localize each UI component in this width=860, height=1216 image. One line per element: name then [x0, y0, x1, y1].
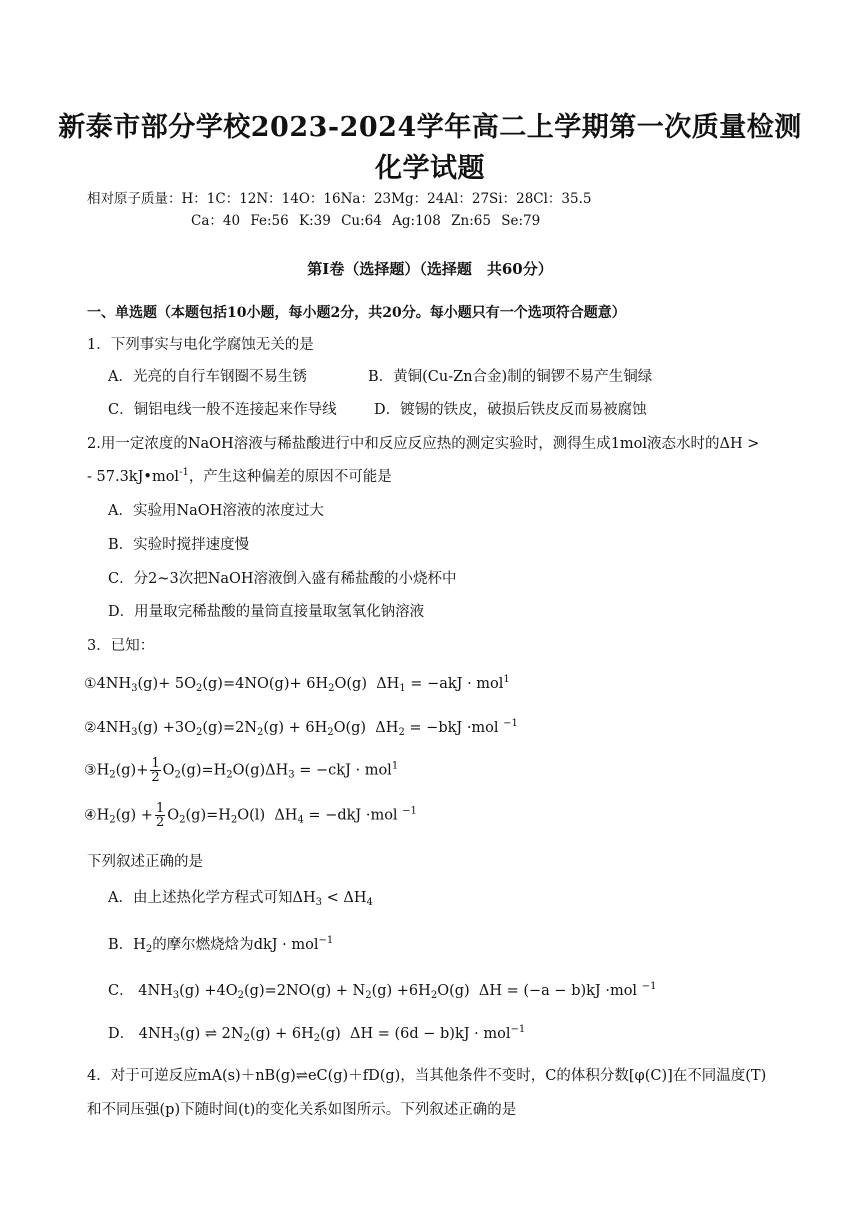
q3-equation-3: $③H_2(g)+$ $\frac{1}{2}$ $O_2(g)=H_2O(g)\Delta H_3 = -ckJ \cdot mol^1$	[84, 756, 399, 785]
q2-option-d: D．用量取完稀盐酸的量筒直接量取氢氧化钠溶液	[108, 604, 425, 620]
q3-option-a: A．由上述热化学方程式可知$\Delta H_3 < \Delta H_4$	[108, 890, 373, 908]
q3-after-equations: 下列叙述正确的是	[87, 854, 203, 870]
q2-option-c: C．分2~3次把NaOH溶液倒入盛有稀盐酸的小烧杯中	[108, 571, 457, 587]
q2-stem-line-1: 2.用一定浓度的NaOH溶液与稀盐酸进行中和反应反应热的测定实验时，测得生成1mol液态水时的ΔH >	[87, 436, 760, 452]
atomic-mass-line-2: Ca：40 Fe:56 K:39 Cu:64 Ag:108 Zn:65 Se:79	[191, 213, 541, 229]
q4-stem-line-1: 4．对于可逆反应mA(s)＋nB(g)⇌eC(g)＋fD(g)，当其他条件不变时，C的体积分数[φ(C)]在不同温度(T)	[87, 1068, 767, 1084]
q2-option-b: B．实验时搅拌速度慢	[108, 537, 250, 553]
q1-option-d: D．镀锡的铁皮，破损后铁皮反而易被腐蚀	[374, 402, 647, 418]
q3-option-d: D． $4NH_3(g)$ ⇌ $2N_2(g) + 6H_2(g) \Delta H = (6d - b)kJ \cdot mol^{-1}$	[108, 1024, 526, 1044]
q3-equation-1: $①4NH_3(g)+ 5O_2(g)=4NO(g)+ 6H_2O(g) \Delta H_1 = -akJ \cdot mol^1$	[84, 674, 510, 694]
q3-equation-4: $④H_2(g)$ + $\frac{1}{2}$ $O_2(g)=H_2O(l) \Delta H_4 = -dkJ \cdot mol$ $^{-1}$	[84, 801, 417, 830]
section-heading: 一、单选题（本题包括10小题，每小题2分，共20分。每小题只有一个选项符合题意）	[87, 305, 626, 321]
q2-option-a: A．实验用NaOH溶液的浓度过大	[108, 503, 324, 519]
q1-option-a: A．光亮的自行车钢圈不易生锈	[108, 369, 307, 385]
q1-option-b: B．黄铜(Cu-Zn合金)制的铜锣不易产生铜绿	[368, 369, 653, 385]
exam-title: 新泰市部分学校2023-2024学年高二上学期第一次质量检测	[58, 112, 802, 143]
q1-stem: 1．下列事实与电化学腐蚀无关的是	[87, 337, 314, 353]
q1-option-c: C．铜铝电线一般不连接起来作导线	[108, 402, 337, 418]
q4-stem-line-2: 和不同压强(p)下随时间(t)的变化关系如图所示。下列叙述正确的是	[87, 1102, 517, 1118]
q2-stem-line-2: - 57.3kJ•mol$^{-1}$，产生这种偏差的原因不可能是	[87, 467, 392, 485]
q3-option-c: C． $4NH_3(g) +4O_2(g)=2NO(g) + N_2(g) +6H_2O(g) \Delta H = (-a - b)kJ \cdot mol$ $^{-1}$	[108, 981, 657, 1001]
part-heading: 第Ⅰ卷（选择题）（选择题 共60分）	[307, 260, 553, 278]
atomic-mass-line-1: 相对原子质量：H：1C：12N：14O：16Na：23Mg：24Al：27Si：28Cl：35.5	[87, 191, 592, 207]
q3-stem: 3．已知：	[87, 638, 155, 654]
q3-option-b: B．$H_2$的摩尔燃烧焓为dkJ · mol$^{-1}$	[108, 935, 334, 955]
exam-subtitle: 化学试题	[375, 153, 485, 184]
q3-equation-2: $②4NH_3(g) +3O_2(g)=2N_2(g) + 6H_2O(g) \Delta H_2 = -bkJ \cdot mol$ $^{-1}$	[84, 718, 518, 738]
